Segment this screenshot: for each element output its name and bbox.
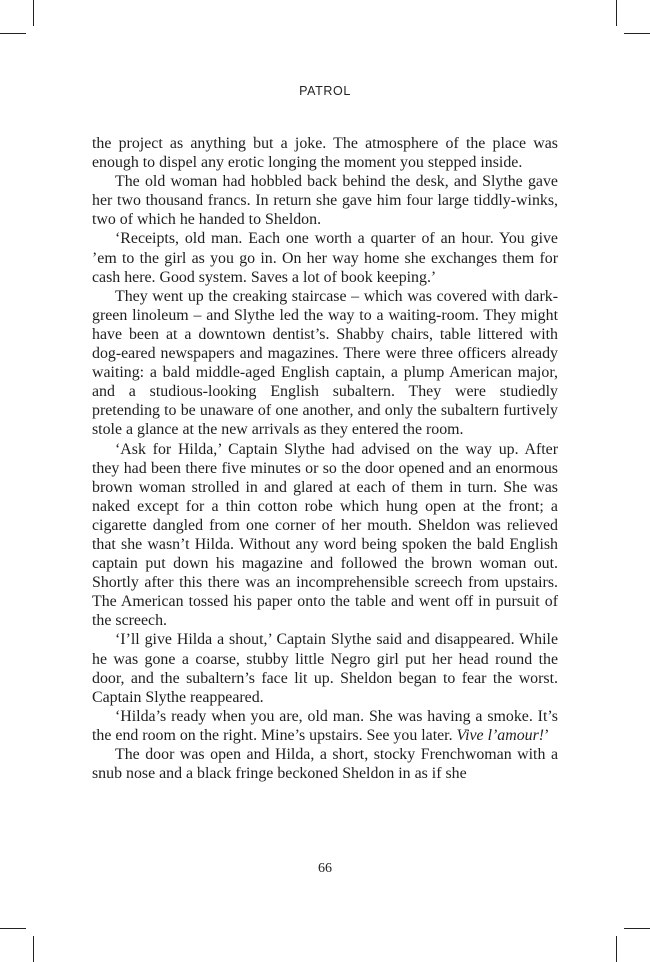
paragraph: the project as anything but a joke. The atmosphere of the place was enough to dispel any erotic longing the moment you stepped inside. — [92, 135, 558, 172]
paragraph — [92, 707, 558, 745]
crop-mark-top-right-h — [624, 33, 650, 34]
paragraph: The door was open and Hilda, a short, stocky Frenchwoman with a snub nose and a black fringe beckoned Sheldon in as if she — [92, 746, 558, 783]
body-text — [92, 134, 558, 783]
paragraph: ‘Ask for Hilda,’ Captain Slythe had advised on the way up. After they had been there five minutes or so the door opened and an enormous brown woman strolled in and glared at each of them in turn. She was naked except for a thin cotton robe which hung open at the front; a cigarette dangled from one corner of her mouth. Sheldon was relieved that she wasn’t Hilda. Without any word being spoken the bald English captain put down his magazine and followed the brown woman out. Shortly after this there was an incomprehensible screech from upstairs. The American tossed his paper onto the table and went off in pursuit of the screech. — [92, 440, 558, 630]
crop-mark-top-right-v — [616, 0, 617, 26]
crop-mark-top-left-h — [0, 33, 26, 34]
crop-mark-bottom-right-h — [624, 928, 650, 929]
paragraph: ‘Receipts, old man. Each one worth a quarter of an hour. You give ’em to the girl as you go in. On her way home she exchanges them for cash here. Good system. Saves a lot of book keeping.’ — [92, 230, 558, 286]
crop-mark-top-left-v — [33, 0, 34, 26]
crop-mark-bottom-left-v — [33, 936, 34, 962]
running-head: PATROL — [299, 84, 351, 98]
crop-mark-bottom-left-h — [0, 928, 26, 929]
page-number: 66 — [318, 861, 332, 876]
paragraph-text: ‘Hilda’s ready when you are, old man. She was having a smoke. It’s the end room on the right. Mine’s upstairs. See you later. — [92, 707, 558, 744]
italic-phrase: Vive l’amour! — [456, 726, 545, 744]
closing-quote: ’ — [544, 726, 550, 744]
paragraph: The old woman had hobbled back behind the desk, and Slythe gave her two thousand francs. In return she gave him four large tiddly-winks, two of which he handed to Sheldon. — [92, 173, 558, 229]
crop-mark-bottom-right-v — [616, 936, 617, 962]
paragraph: ‘I’ll give Hilda a shout,’ Captain Slythe said and disappeared. While he was gone a coarse, stubby little Negro girl put her head round the door, and the subaltern’s face lit up. Sheldon began to fear the worst. Captain Slythe reappeared. — [92, 631, 558, 706]
paragraph: They went up the creaking staircase – which was covered with dark-green linoleum – and Slythe led the way to a waiting-room. They might have been at a downtown dentist’s. Shabby chairs, table littered with dog-eared newspapers and magazines. There were three officers already waiting: a bald middle-aged English captain, a plump American major, and a studious-looking English subaltern. They were studiedly pretending to be unaware of one another, and only the subaltern furtively stole a glance at the new arrivals as they entered the room. — [92, 287, 558, 439]
